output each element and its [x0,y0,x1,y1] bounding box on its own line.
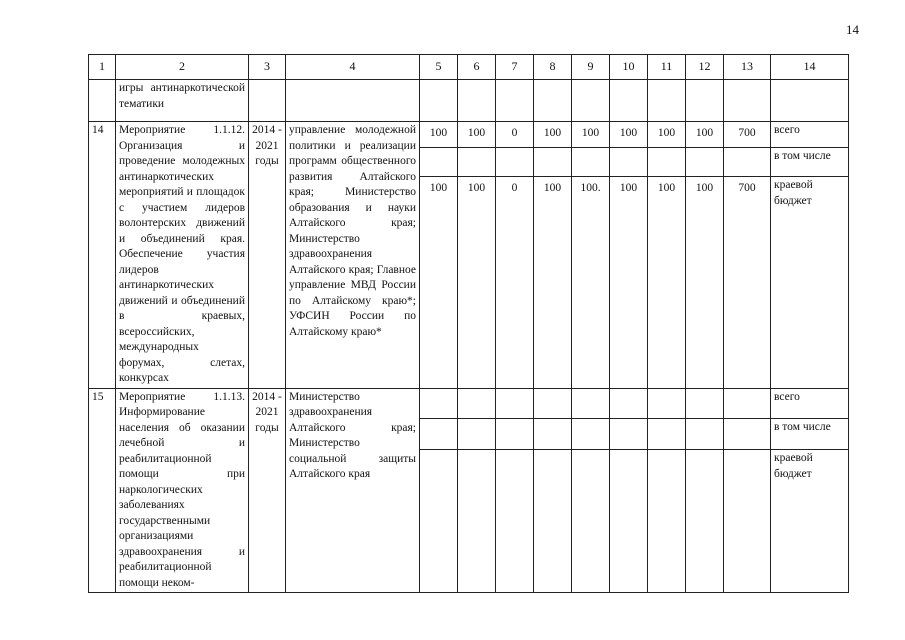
funding-label: в том числе [771,419,849,450]
col-header: 4 [286,55,420,80]
activity-name: Мероприятие 1.1.12. Организация и проведение молодежных антинаркотических мероприятий и площадок с участием лидеров волонтерских движений и объединений края. Обеспечение участия лидеров антинаркотических движений и объединений в краевых, всероссийских, международных форумах, слетах, конкурсах [116,122,249,389]
value-cell: 100 [572,122,610,148]
value-cell: 700 [724,122,771,148]
value-cell: 700 [724,177,771,388]
value-cell: 100 [534,177,572,388]
col-header: 9 [572,55,610,80]
period: 2014 - 2021 годы [249,122,286,389]
col-header: 14 [771,55,849,80]
header-row [89,55,849,80]
col-header: 11 [648,55,686,80]
value-cell: 100 [686,122,724,148]
program-table [88,54,849,593]
executors: управление молодежной политики и реализации программ общественного развития Алтайского края; Министерство образования и науки Алтайского края; Министерство здравоохранения Алтайского края; Главное управление МВД России по Алтайскому краю*; УФСИН России по Алтайскому краю* [286,122,420,389]
col-header: 3 [249,55,286,80]
value-cell: 100 [648,177,686,388]
value-cell: 100. [572,177,610,388]
activity-name: Мероприятие 1.1.13. Информирование населения об оказании лечебной и реабилитационной помощи при наркологических заболеваниях государственными организациями здравоохранения и реабилитационной помощи неком- [116,388,249,593]
value-cell: 100 [534,122,572,148]
page-number: 14 [846,22,859,37]
col-header: 10 [610,55,648,80]
value-cell: 100 [648,122,686,148]
continuation-row [89,80,849,122]
value-cell: 100 [420,122,458,148]
col-header: 12 [686,55,724,80]
funding-label: краевой бюджет [771,177,849,388]
col-header: 6 [458,55,496,80]
table-row [89,388,849,419]
value-cell: 0 [496,177,534,388]
value-cell: 100 [610,122,648,148]
value-cell: 100 [420,177,458,388]
activity-name: игры антинаркотической тематики [116,80,249,122]
value-cell: 100 [610,177,648,388]
value-cell: 0 [496,122,534,148]
funding-label: в том числе [771,148,849,177]
col-header: 5 [420,55,458,80]
funding-label: всего [771,388,849,419]
row-number: 14 [89,122,116,389]
col-header: 13 [724,55,771,80]
funding-label: всего [771,122,849,148]
col-header: 8 [534,55,572,80]
col-header: 2 [116,55,249,80]
col-header: 7 [496,55,534,80]
value-cell: 100 [458,177,496,388]
value-cell: 100 [686,177,724,388]
value-cell: 100 [458,122,496,148]
executors: Министерство здравоохранения Алтайского края; Министерство социальной защиты Алтайского края [286,388,420,593]
period: 2014 - 2021 годы [249,388,286,593]
col-header: 1 [89,55,116,80]
table-row [89,122,849,148]
funding-label: краевой бюджет [771,450,849,593]
row-number: 15 [89,388,116,593]
